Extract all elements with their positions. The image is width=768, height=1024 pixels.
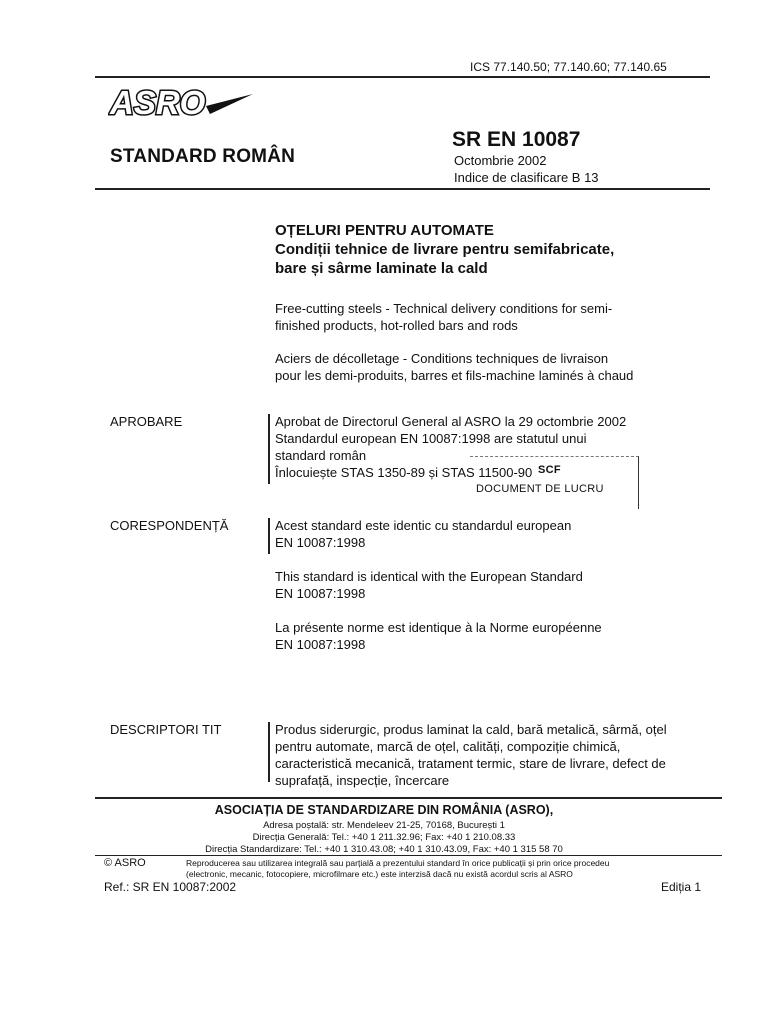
corespondenta-bar xyxy=(268,518,270,554)
reference: Ref.: SR EN 10087:2002 xyxy=(104,880,237,894)
title-en-2: finished products, hot-rolled bars and rods xyxy=(275,318,518,333)
footer-organization: ASOCIAȚIA DE STANDARDIZARE DIN ROMÂNIA (ASRO), xyxy=(214,803,554,817)
title-ro-sub-2: bare și sârme laminate la cald xyxy=(275,260,488,277)
aprobare-line-2: Standardul european EN 10087:1998 are statutul unui xyxy=(275,431,587,446)
descriptori-line-4: suprafață, inspecție, încercare xyxy=(275,773,450,788)
descriptori-line-2: pentru automate, marcă de oțel, calități, compoziție chimică, xyxy=(275,739,621,754)
ics-code: ICS 77.140.50; 77.140.60; 77.140.65 xyxy=(470,60,667,74)
header-bottom-rule xyxy=(95,188,710,190)
footer-direction-general: Direcția Generală: Tel.: +40 1 211.32.96; Fax: +40 1 210.08.33 xyxy=(252,832,516,843)
corespondenta-label: CORESPONDENȚĂ xyxy=(110,518,229,533)
descriptori-label: DESCRIPTORI TIT xyxy=(110,722,222,737)
corespondenta-ro-2: EN 10087:1998 xyxy=(275,535,366,550)
corespondenta-fr-2: EN 10087:1998 xyxy=(275,637,366,652)
aprobare-line-3: standard român xyxy=(275,448,367,463)
edition: Ediția 1 xyxy=(661,880,702,894)
asro-logo xyxy=(108,80,253,126)
stamp-line-1: SCF xyxy=(538,464,561,476)
descriptori-line-1: Produs siderurgic, produs laminat la cald, bară metalică, sârmă, oțel xyxy=(275,722,667,737)
standard-code: SR EN 10087 xyxy=(452,128,581,151)
descriptori-bar xyxy=(268,722,270,782)
header-top-rule xyxy=(95,76,710,78)
footer-direction-standards: Direcția Standardizare: Tel.: +40 1 310.43.08; +40 1 310.43.09, Fax: +40 1 315 58 70 xyxy=(205,844,563,855)
corespondenta-en-2: EN 10087:1998 xyxy=(275,586,366,601)
classification-index: Indice de clasificare B 13 xyxy=(454,170,599,185)
aprobare-line-4: Înlocuiește STAS 1350-89 și STAS 11500-90 xyxy=(275,465,533,480)
title-ro-main: OȚELURI PENTRU AUTOMATE xyxy=(275,222,494,239)
stamp-line-2: DOCUMENT DE LUCRU xyxy=(476,483,604,495)
corespondenta-ro-1: Acest standard este identic cu standardul european xyxy=(275,518,572,533)
corespondenta-en-1: This standard is identical with the European Standard xyxy=(275,569,583,584)
footer-top-rule xyxy=(95,797,722,799)
svg-text:ASRO: ASRO xyxy=(110,84,206,121)
aprobare-label: APROBARE xyxy=(110,414,183,429)
title-en-1: Free-cutting steels - Technical delivery conditions for semi- xyxy=(275,301,613,316)
title-fr-1: Aciers de décolletage - Conditions techniques de livraison xyxy=(275,351,609,366)
corespondenta-fr-1: La présente norme est identique à la Norme européenne xyxy=(275,620,602,635)
copyright: © ASRO xyxy=(104,857,146,869)
footer-address: Adresa poștală: str. Mendeleev 21-25, 70168, București 1 xyxy=(263,820,505,831)
footer-mid-rule xyxy=(95,855,722,856)
aprobare-line-1: Aprobat de Directorul General al ASRO la 29 octombrie 2002 xyxy=(275,414,627,429)
aprobare-bar xyxy=(268,414,270,484)
descriptori-line-3: caracteristică mecanică, tratament termic, stare de livrare, defect de xyxy=(275,756,666,771)
title-ro-sub-1: Condiții tehnice de livrare pentru semifabricate, xyxy=(275,241,615,258)
standard-date: Octombrie 2002 xyxy=(454,153,547,168)
notice-line-1: Reproducerea sau utilizarea integrală sau parțială a prezentului standard în orice publicații și prin orice procedeu xyxy=(186,858,610,868)
notice-line-2: (electronic, mecanic, fotocopiere, microfilmare etc.) este interzisă dacă nu există acordul scris al ASRO xyxy=(186,869,573,879)
standard-label: STANDARD ROMÂN xyxy=(110,146,296,167)
title-fr-2: pour les demi-produits, barres et fils-machine laminés à chaud xyxy=(275,368,634,383)
